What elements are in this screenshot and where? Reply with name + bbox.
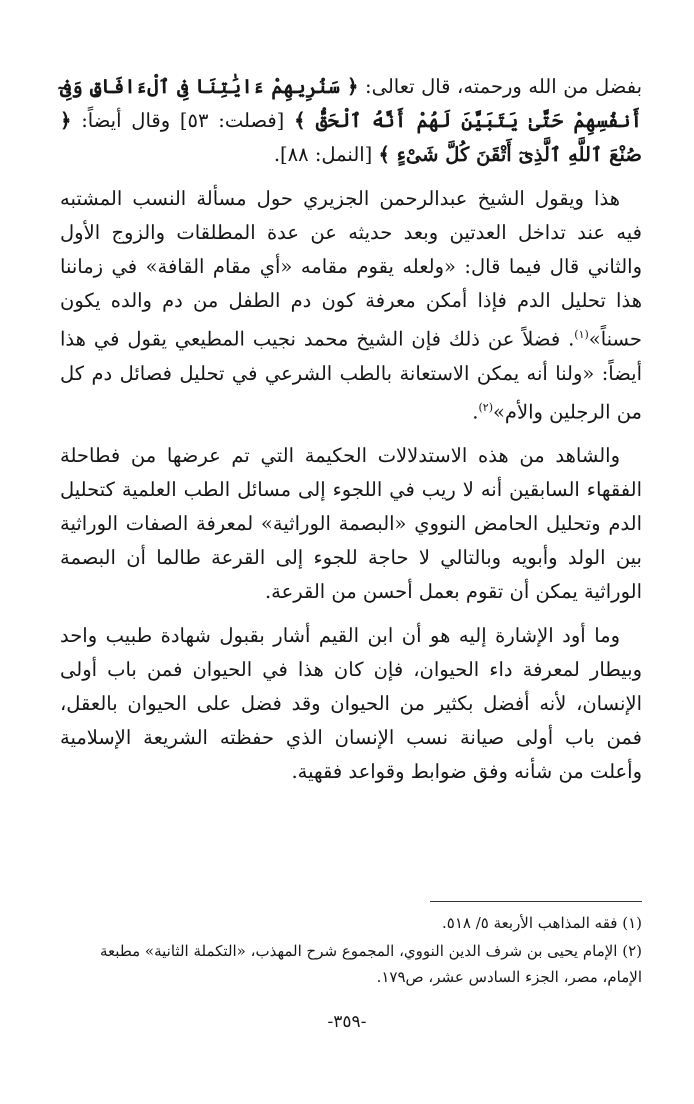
footnote-1: (١) فقه المذاهب الأربعة ٥/ ٥١٨. xyxy=(442,914,642,932)
footnote-ref-1[interactable]: (١) xyxy=(574,328,589,341)
quran-verse-fussilat: ﴿ سَنُرِيهِمْ ءَايَٰتِنَا فِى ٱلْءَافَاقِ وَفِىٓ أَنفُسِهِمْ حَتَّىٰ يَتَبَيَّنَ لَهُمْ أَنَّهُ ٱلْحَقُّ ﴾ xyxy=(60,75,642,132)
mutiei-quote-text: . فضلاً عن ذلك فإن الشيخ محمد نجيب المطيعي يقول في هذا أيضاً: «ولنا أنه يمكن الاستعانة بالطب الشرعي في تحليل فصائل دم كل من الرجلين والأم» xyxy=(60,327,642,423)
connector-text: وقال أيضاً: xyxy=(71,109,171,132)
page-body xyxy=(60,70,642,799)
verse-reference-naml: [النمل: ٨٨]. xyxy=(273,143,373,166)
footnote-2: (٢) الإمام يحيى بن شرف الدين النووي، المجموع شرح المهذب، «التكملة الثانية» مطبعة الإمام، مصر، الجزء السادس عشر، ص١٧٩. xyxy=(100,942,642,986)
quran-verse-naml: ﴿ صُنْعَ ٱللَّهِ ٱلَّذِىٓ أَتْقَنَ كُلَّ شَىْءٍ ﴾ xyxy=(60,109,642,166)
page-number: -٣٥٩- xyxy=(327,1012,367,1032)
footnote-ref-2[interactable]: (٢) xyxy=(478,400,493,414)
footnote-divider xyxy=(430,901,642,902)
intro-text: بفضل من الله ورحمته، قال تعالى: xyxy=(358,75,642,98)
paragraph-quran-citation xyxy=(60,70,642,172)
jaziri-quote-text: هذا ويقول الشيخ عبدالرحمن الجزيري حول مسألة النسب المشتبه فيه عند تداخل العدتين وبعد حديثه عن عدة المطلقات والزوج الأول والثاني قال فيما قال: «ولعله يقوم مقامه «أي مقام القافة» في زماننا هذا تحليل الدم فإذا أمكن معرفة كون دم الطفل من دم والده يكون حسناً» xyxy=(60,187,642,351)
footnotes-section xyxy=(60,910,642,992)
sentence-end: . xyxy=(472,400,479,423)
verse-reference-fussilat: [فصلت: ٥٣] xyxy=(170,109,285,132)
paragraph-jaziri xyxy=(60,182,642,429)
paragraph-conclusion-dna: والشاهد من هذه الاستدلالات الحكيمة التي تم عرضها من فطاحلة الفقهاء السابقين أنه لا ريب في اللجوء إلى مسائل الطب العلمية كتحليل الدم وتحليل الحامض النووي «البصمة الوراثية» لمعرفة الصفات الوراثية بين الولد وأبويه وبالتالي لا حاجة للجوء إلى القرعة طالما أن البصمة الوراثية يمكن أن تقوم بعمل أحسن من القرعة. xyxy=(60,444,642,603)
paragraph-ibn-alqayyim: وما أود الإشارة إليه هو أن ابن القيم أشار بقبول شهادة طبيب واحد وبيطار لمعرفة داء الحيوان، فإن كان هذا في الحيوان فمن باب أولى الإنسان، لأنه أفضل بكثير من الحيوان وقد فضل على الحيوان بالعقل، فمن باب أولى صيانة نسب الإنسان الذي حفظته الشريعة الإسلامية وأعلت من شأنه وفق ضوابط وقواعد فقهية. xyxy=(60,624,642,783)
